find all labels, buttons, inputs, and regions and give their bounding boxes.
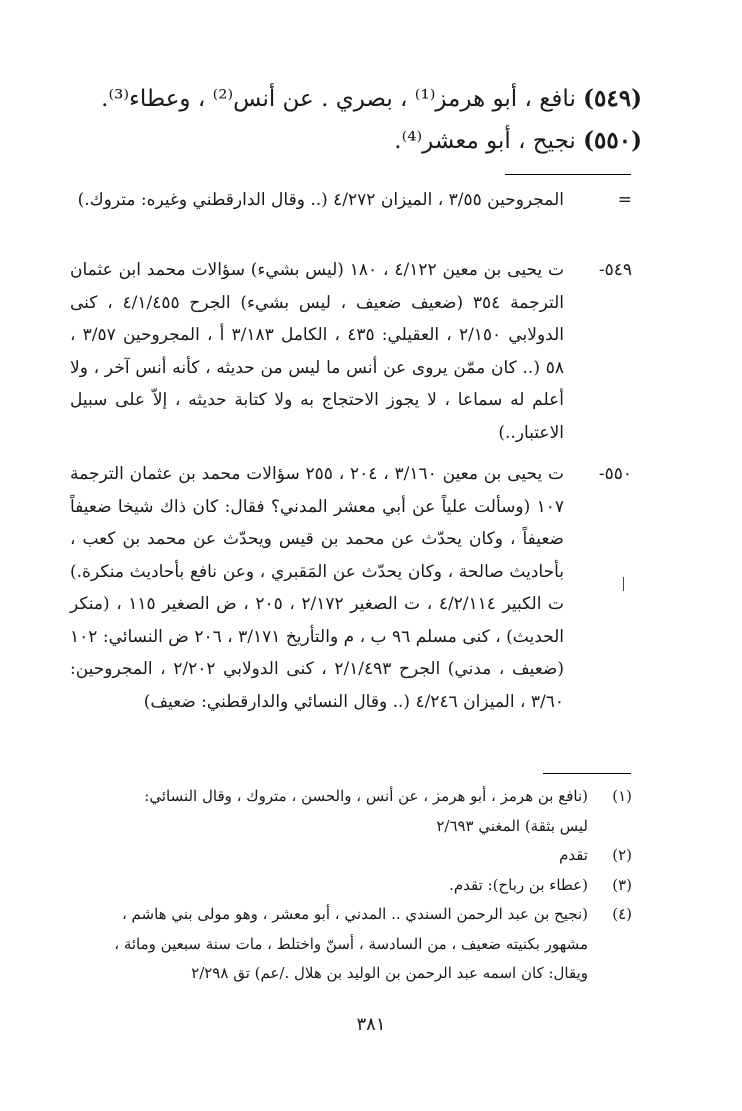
entry-550 [82, 120, 642, 162]
note-marker: ٥٤٩- [598, 260, 632, 280]
footnote-number: (٤) [612, 905, 632, 923]
footnote-text: (نافع بن هرمز ، أبو هرمز ، عن أنس ، والحسن ، متروك ، وقال النسائي: ليس بثقة) المغني ٢/٦٩٣ [144, 787, 588, 835]
note-text: المجروحين ٣/٥٥ ، الميزان ٤/٢٧٢ (.. وقال الدارقطني وغيره: متروك.) [77, 190, 564, 210]
entry-number: (٥٤٩) [583, 85, 642, 112]
footnote-text: تقدم [559, 846, 588, 864]
entry-text: نافع ، أبو هرمز⁽¹⁾ ، بصري . عن أنس⁽²⁾ ، وعطاء⁽³⁾. [101, 86, 576, 112]
footnote-text: (نجيح بن عبد الرحمن السندي .. المدني ، أبو معشر ، وهو مولى بني هاشم ، مشهور بكنيته ضعيف ، من السادسة ، أسنّ واختلط ، مات سنة سبعين ومائة ، ويقال: كان اسمه عبد الرحمن بن الوليد بن هلال ./عم) تق ٢/٢٩٨ [114, 905, 588, 982]
note-text: ت يحيى بن معين ٤/١٢٢ ، ١٨٠ (ليس بشيء) سؤالات محمد ابن عثمان الترجمة ٣٥٤ (ضعيف ضعيف ، ليس بشيء) الجرح ٤/١/٤٥٥ ، كنى الدولابي ٢/١٥٠ ، العقيلي: ٤٣٥ ، الكامل ٣/١٨٣ أ ، المجروحين ٣/٥٧ ، ٥٨ (.. كان ممّن يروى عن أنس ما ليس من حديثه ، كأنه أنس آخر ، ولا أعلم له سماعا ، لا يجوز الاحتجاج به ولا كتابة حديثه ، إلاّ على سبيل الاعتبار..) [70, 260, 565, 443]
note-marker: = [617, 190, 632, 210]
margin-mark [623, 577, 624, 591]
entry-text: نجيح ، أبو معشر⁽⁴⁾. [394, 128, 576, 154]
footnote-number: (١) [612, 787, 632, 805]
footnote-number: (٣) [612, 875, 632, 894]
main-entries [82, 78, 642, 162]
footnote-divider [543, 773, 631, 774]
footnote-number: (٢) [612, 846, 632, 864]
page-number: ٣٨١ [356, 1014, 386, 1035]
footnote [112, 782, 632, 841]
footnote [112, 841, 632, 871]
footnote [112, 900, 632, 989]
section-divider [505, 174, 631, 175]
footnote-text: (عطاء بن رباح): تقدم. [449, 875, 588, 894]
entry-number: (٥٥٠) [583, 127, 642, 154]
footnote [112, 871, 632, 901]
entry-549 [82, 78, 642, 120]
note-text: ت يحيى بن معين ٣/١٦٠ ، ٢٠٤ ، ٢٥٥ سؤالات محمد بن عثمان الترجمة ١٠٧ (وسألت علياً عن أبي معشر المدني؟ فقال: كان ذاك شيخا ضعيفاً ضعيفاً ، وكان يحدّث عن محمد بن قيس ويحدّث عن محمد بن كعب ، بأحاديث صالحة ، وكان يحدّث عن المَقبري ، وعن نافع بأحاديث منكرة.) ت الكبير ٤/٢/١١٤ ، ت الصغير ٢/١٧٢ ، ٢٠٥ ، ض الصغير ١١٥ ، (منكر الحديث) ، كنى مسلم ٩٦ ب ، م والتأريخ ٣/١٧١ ، ٢٠٦ ض النسائي: ١٠٢ (ضعيف ، مدني) الجرح ٢/١/٤٩٣ ، كنى الدولابي ٢/٢٠٢ ، المجروحين: ٣/٦٠ ، الميزان ٤/٢٤٦ (.. وقال النسائي والدارقطني: ضعيف) [70, 464, 565, 712]
footnotes [112, 782, 632, 989]
note-marker: ٥٥٠- [598, 464, 632, 484]
